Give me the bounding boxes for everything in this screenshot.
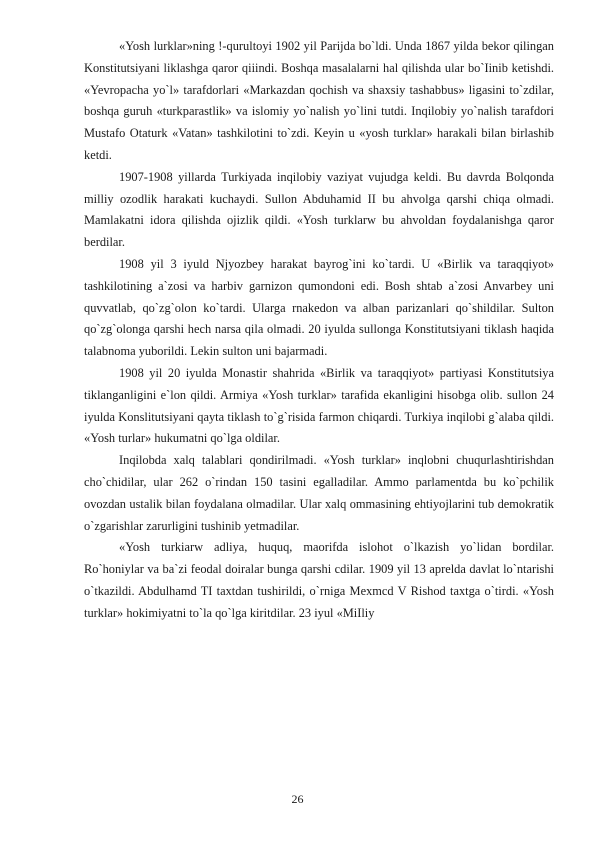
page-number: 26 [291, 792, 304, 806]
paragraph-2: 1907-1908 yillarda Turkiyada inqilobiy vaziyat vujudga keldi. Bu davrda Bolqonda milliy ozodlik harakati kuchaydi. Sullon Abduhamid II bu ahvolga qarshi chiqa olmadi. Mamlakatni idora qilishda ojizlik qildi. «Yosh turklarw bu ahvoldan foydalanishga qaror berdilar. [84, 169, 554, 250]
paragraph-6: «Yosh turkiarw adliya, huquq, maorifda islohot o`lkazish yo`lidan bordilar. Ro`honiylar va ba`zi feodal doiralar bunga qarshi cdilar. 1909 yil 13 aprelda davlat lo`ntarishi o`tkazildi. Abdulhamd TI taxtdan tushirildi, o`rniga Mexmcd V Rishod taxtga o`tirdi. «Yosh turklar» hokimiyatni to`la qo`lga kiritdilar. 23 iyul «MiIliy [84, 540, 554, 620]
paragraph-1: «Yosh lurklar»ning !-qurultoyi 1902 yil Parijda bo`ldi. Unda 1867 yilda bekor qilingan Konstitutsiyani liklashga qaror qiiindi. Boshqa masalalarni hal qilishda ular bo`Iinib ketishdi. «Yevropacha yo`l» tarafdorlari «Markazdan qochish va shaxsiy tashabbus» ligasini to`zdilar, boshqa guruh «turkparastlik» va islomiy yo`nalish yo`lini tutdi. Inqilobiy yo`nalish tarafdori Mustafo Otaturk «Vatan» tashkilotini to`zdi. Keyin u «yosh turklar» harakali bilan birlashib ketdi. [84, 39, 554, 162]
paragraph-3: 1908 yil 3 iyuld Njyozbey harakat bayrog`ini ko`tardi. U «Birlik va taraqqiyot» tashkilotining a`zosi va harbiv garnizon qumondoni edi. Bosh shtab a`zosi Anvarbey uni quvvatlab, qo`zg`olon ko`tardi. Ularga rnakedon va alban parizanlari qo`shildilar. Sulton qo`zg`olonga qarshi hech narsa qila olmadi. 20 iyulda sullonga Konstitutsiyani tiklash haqida talabnoma yuborildi. Lekin sulton uni bajarmadi. [84, 256, 554, 359]
paragraph-5: Inqilobda xalq talablari qondirilmadi. «Yosh turklar» inqlobni chuqurlashtirishdan cho`chidilar, ular 262 o`rindan 150 tasini egalladilar. Ammo parlamentda bu ko`pchilik ovozdan ustalik bilan foydalana olmadilar. Ular xalq ommasining ehtiyojlarini tub demokratik o`zgarishlar zarurligini tushinib yetmadilar. [84, 453, 554, 533]
page-body [84, 36, 554, 625]
paragraph-4: 1908 yil 20 iyulda Monastir shahrida «Birlik va taraqqiyot» partiyasi Konstitutsiya tiklanganligini e`lon qildi. Armiya «Yosh turklar» tarafida ekanligini hisobga olib. sullon 24 iyulda Konslitutsiyani qayta tiklash to`g`risida farmon chiqardi. Turkiya inqilobi g`alaba qildi. «Yosh turlar» hukumatni qo`lga oldilar. [84, 365, 554, 446]
